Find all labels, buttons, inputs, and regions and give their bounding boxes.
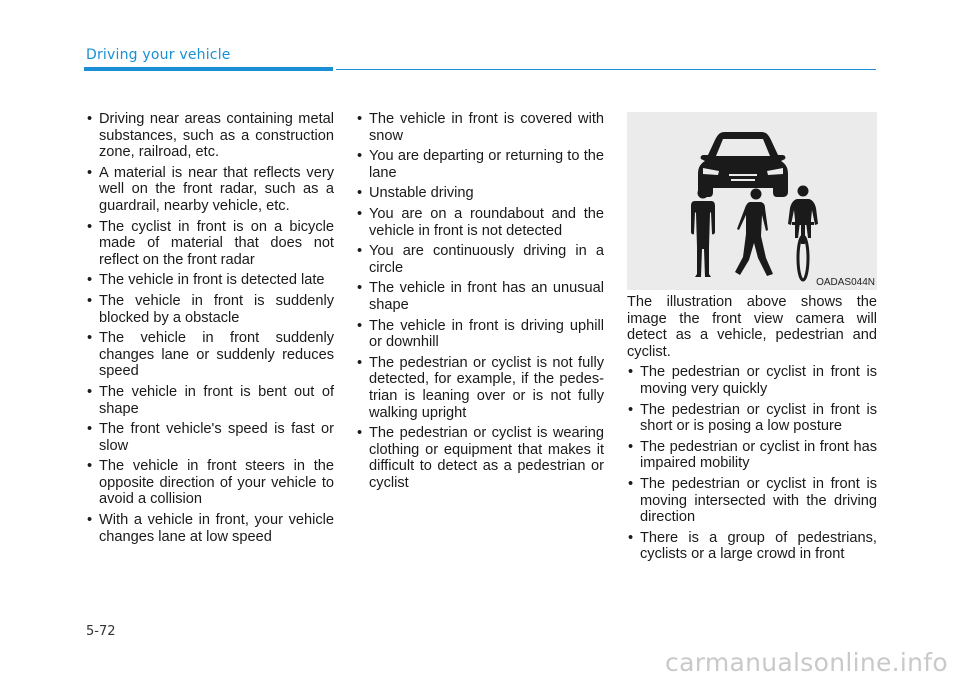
column-1 [86, 111, 334, 549]
list-item: • There is a group of pedestrians, cyclists or a large crowd in front [627, 530, 877, 563]
list-item: • The pedestrian or cyclist is not fully detected, for example, if the pedestrian is leaning over or is not fully walking upright [356, 355, 604, 421]
list-item: • The front vehicle's speed is fast or slow [86, 421, 334, 454]
illustration-caption: The illustration above shows the image the front view camera will detect as a vehicle, pedestrian and cyclist. [627, 294, 877, 360]
list-item: • Driving near areas containing metal substances, such as a construction zone, railroad, etc. [86, 111, 334, 161]
bullet-list-2 [356, 111, 604, 491]
list-item: • The pedestrian or cyclist in front has impaired mobility [627, 439, 877, 472]
list-item: • The vehicle in front is detected late [86, 272, 334, 289]
list-item: • You are continuously driving in a circle [356, 243, 604, 276]
list-item: • You are departing or returning to the lane [356, 148, 604, 181]
list-item: • The pedestrian or cyclist in front is short or is posing a low posture [627, 402, 877, 435]
list-item: • The vehicle in front suddenly changes lane or suddenly reduces speed [86, 330, 334, 380]
pedestrian-standing-icon [691, 188, 715, 278]
illustration-svg [627, 112, 877, 290]
header-rule-thin [336, 69, 876, 70]
header-rule-thick [84, 67, 333, 71]
list-item: • The pedestrian or cyclist in front is moving very quickly [627, 364, 877, 397]
list-item: • The vehicle in front is bent out of shape [86, 384, 334, 417]
page-number: 5-72 [86, 624, 116, 639]
section-title: Driving your vehicle [86, 47, 231, 63]
list-item: • The vehicle in front is suddenly blocked by a obstacle [86, 293, 334, 326]
list-item: • The vehicle in front is covered with snow [356, 111, 604, 144]
list-item: • The vehicle in front is driving uphill or downhill [356, 318, 604, 351]
car-icon [698, 132, 788, 197]
list-item: • The cyclist in front is on a bicycle made of material that does not reflect on the front radar [86, 219, 334, 269]
bullet-list-1 [86, 111, 334, 545]
column-2 [356, 111, 604, 495]
column-3 [627, 294, 877, 567]
list-item: • The pedestrian or cyclist in front is moving intersected with the driving direction [627, 476, 877, 526]
list-item: • With a vehicle in front, your vehicle changes lane at low speed [86, 512, 334, 545]
pedestrian-walking-icon [735, 189, 773, 277]
cyclist-icon [788, 186, 818, 281]
list-item: • You are on a roundabout and the vehicle in front is not detected [356, 206, 604, 239]
list-item: • The pedestrian or cyclist is wearing clothing or equipment that makes it difficult to detect as a pedestrian or cyclist [356, 425, 604, 491]
bullet-list-3 [627, 364, 877, 563]
watermark: carmanualsonline.info [665, 648, 948, 677]
list-item: • The vehicle in front has an unusual shape [356, 280, 604, 313]
list-item: • Unstable driving [356, 185, 604, 202]
detection-illustration [627, 112, 877, 290]
list-item: • A material is near that reflects very well on the front radar, such as a guardrail, nearby vehicle, etc. [86, 165, 334, 215]
list-item: • The vehicle in front steers in the opposite direction of your vehicle to avoid a collision [86, 458, 334, 508]
figure-code: OADAS044N [816, 277, 875, 288]
